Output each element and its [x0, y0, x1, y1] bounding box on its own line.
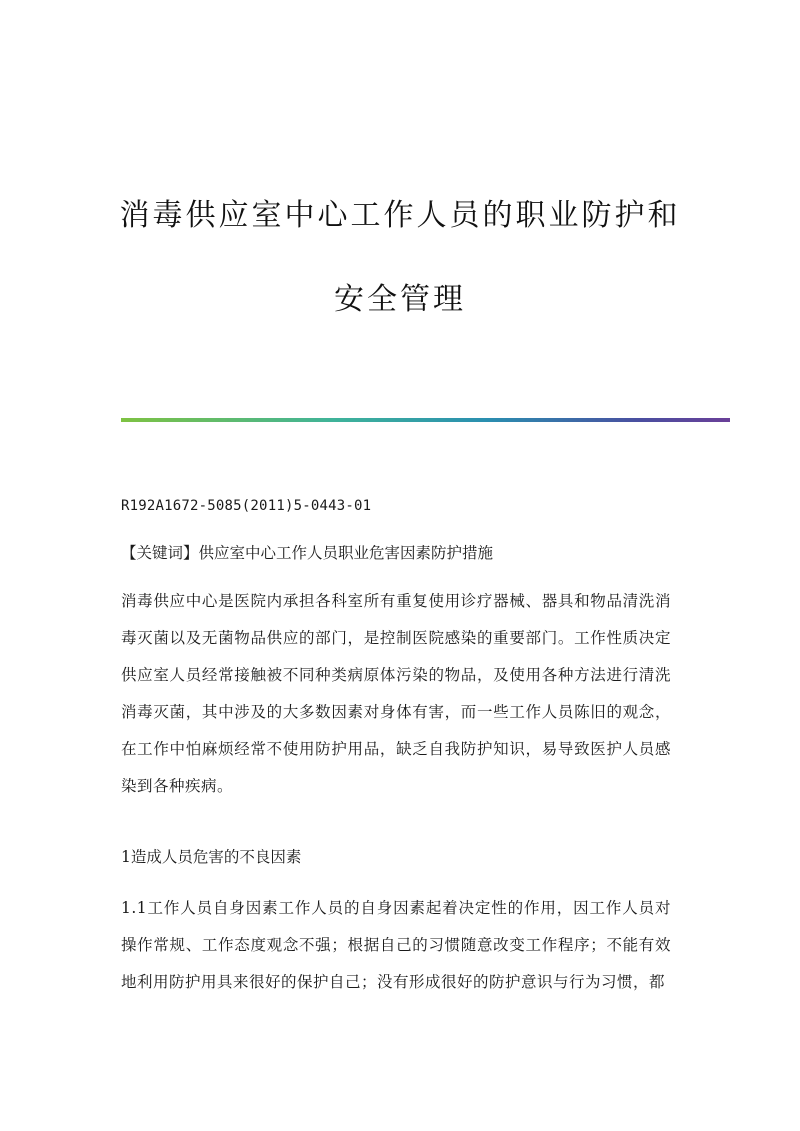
keywords-line: 【关键词】供应室中心工作人员职业危害因素防护措施 [121, 544, 494, 562]
title-divider [121, 418, 730, 422]
section-heading: 1造成人员危害的不良因素 [121, 848, 302, 866]
intro-paragraph: 消毒供应中心是医院内承担各科室所有重复使用诊疗器械、器具和物品清洗消毒灭菌以及无菌物品供应的部门，是控制医院感染的重要部门。工作性质决定供应室人员经常接触被不同种类病原体污染的物品，及使用各种方法进行清洗消毒灭菌，其中涉及的大多数因素对身体有害，而一些工作人员陈旧的观念，在工作中怕麻烦经常不使用防护用品，缺乏自我防护知识，易导致医护人员感染到各种疾病。 [121, 592, 671, 795]
document-title-line-1: 消毒供应室中心工作人员的职业防护和 [119, 198, 681, 233]
classification-code: R192A1672-5085(2011)5-0443-01 [121, 498, 372, 514]
document-title-line-2: 安全管理 [334, 282, 466, 317]
subsection-paragraph: 1.1工作人员自身因素工作人员的自身因素起着决定性的作用，因工作人员对操作常规、工作态度观念不强；根据自己的习惯随意改变工作程序；不能有效地利用防护用具来很好的保护自己；没有形成很好的防护意识与行为习惯，都 [121, 899, 671, 991]
